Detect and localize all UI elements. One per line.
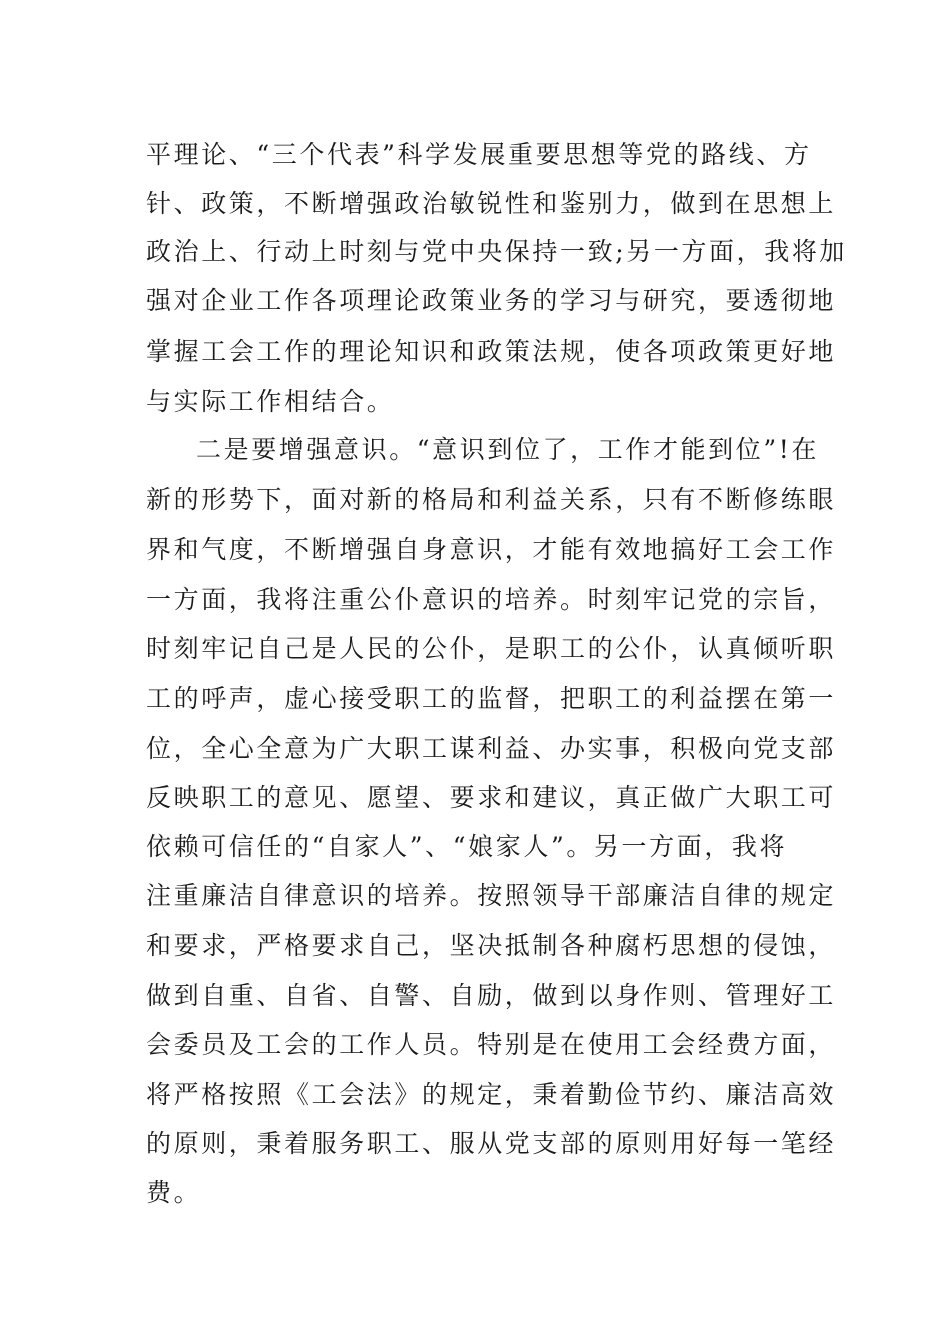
text-line: 的原则，秉着服务职工、服从党支部的原则用好每一笔经 (146, 1129, 837, 1158)
text-line: 掌握工会工作的理论知识和政策法规，使各项政策更好地 (146, 337, 837, 366)
text-line: 做到自重、自省、自警、自励，做到以身作则、管理好工 (146, 981, 837, 1010)
text-line: 将严格按照《工会法》的规定，秉着勤俭节约、廉洁高效 (146, 1080, 837, 1109)
paragraph-start-line: 二是要增强意识。“意识到位了，工作才能到位”!在 (196, 435, 820, 464)
text-line: 与实际工作相结合。 (146, 387, 395, 416)
text-line: 注重廉洁自律意识的培养。按照领导干部廉洁自律的规定 (146, 881, 837, 910)
text-line: 界和气度，不断增强自身意识，才能有效地搞好工会工作 (146, 535, 837, 564)
text-line: 时刻牢记自己是人民的公仆，是职工的公仆，认真倾听职 (146, 634, 837, 663)
text-line: 反映职工的意见、愿望、要求和建议，真正做广大职工可 (146, 783, 837, 812)
text-line: 平理论、“三个代表”科学发展重要思想等党的路线、方 (146, 140, 812, 169)
text-line: 针、政策，不断增强政治敏锐性和鉴别力，做到在思想上 (146, 189, 837, 218)
text-line: 位，全心全意为广大职工谋利益、办实事，积极向党支部 (146, 734, 837, 763)
text-line: 一方面，我将注重公仆意识的培养。时刻牢记党的宗旨， (146, 585, 837, 614)
text-line: 费。 (146, 1178, 202, 1207)
text-line: 工的呼声，虚心接受职工的监督，把职工的利益摆在第一 (146, 684, 837, 713)
text-line: 会委员及工会的工作人员。特别是在使用工会经费方面， (146, 1030, 837, 1059)
text-line: 和要求，严格要求自己，坚决抵制各种腐朽思想的侵蚀， (146, 931, 837, 960)
text-line: 依赖可信任的“自家人”、“娘家人”。另一方面，我将 (146, 832, 788, 861)
text-line: 新的形势下，面对新的格局和利益关系，只有不断修练眼 (146, 485, 837, 514)
text-line: 政治上、行动上时刻与党中央保持一致;另一方面，我将加 (146, 237, 848, 266)
text-line: 强对企业工作各项理论政策业务的学习与研究，要透彻地 (146, 286, 837, 315)
